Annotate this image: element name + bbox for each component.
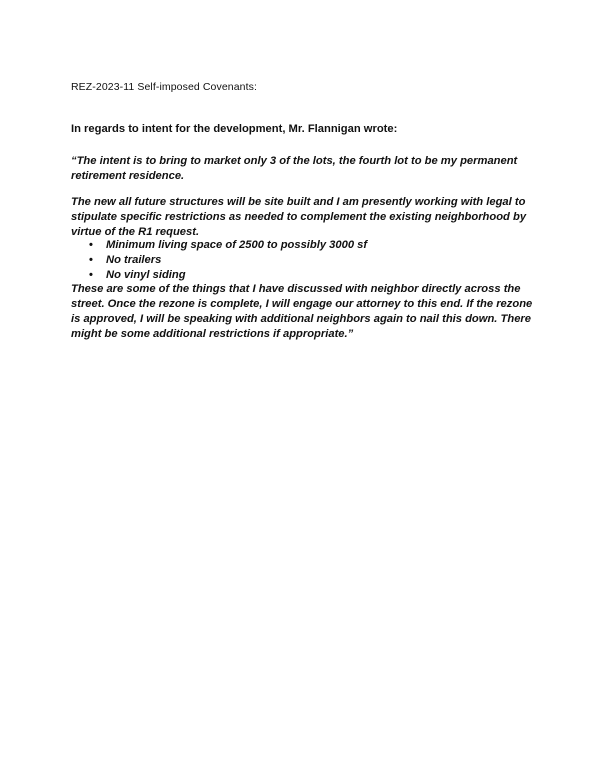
document-reference: REZ-2023-11 Self-imposed Covenants: — [71, 81, 257, 93]
quote-paragraph-closing: These are some of the things that I have discussed with neighbor directly across the street. Once the rezone is complete, I will engage our attorney to this end. If the rezone is approved, I will be speaking with additional neighbors again to nail this down. There might be some additional restrictions if appropriate.” — [71, 283, 533, 340]
list-item — [71, 268, 541, 283]
quote-paragraph-intent: “The intent is to bring to market only 3 of the lots, the fourth lot to be my permanent retirement residence. — [71, 155, 518, 182]
restrictions-list — [71, 238, 541, 283]
list-item — [71, 253, 541, 268]
intent-heading: In regards to intent for the development, Mr. Flannigan wrote: — [71, 123, 398, 135]
list-item-text: No vinyl siding — [106, 269, 186, 281]
quote-paragraph-structures: The new all future structures will be site built and I am presently working with legal to stipulate specific restrictions as needed to complement the existing neighborhood by virtue of the R1 request. — [71, 196, 527, 238]
list-item-text: Minimum living space of 2500 to possibly 3000 sf — [106, 239, 368, 251]
bullet-icon: • — [89, 269, 93, 281]
bullet-icon: • — [89, 239, 93, 251]
list-item — [71, 238, 541, 253]
list-item-text: No trailers — [106, 254, 162, 266]
bullet-icon: • — [89, 254, 93, 266]
